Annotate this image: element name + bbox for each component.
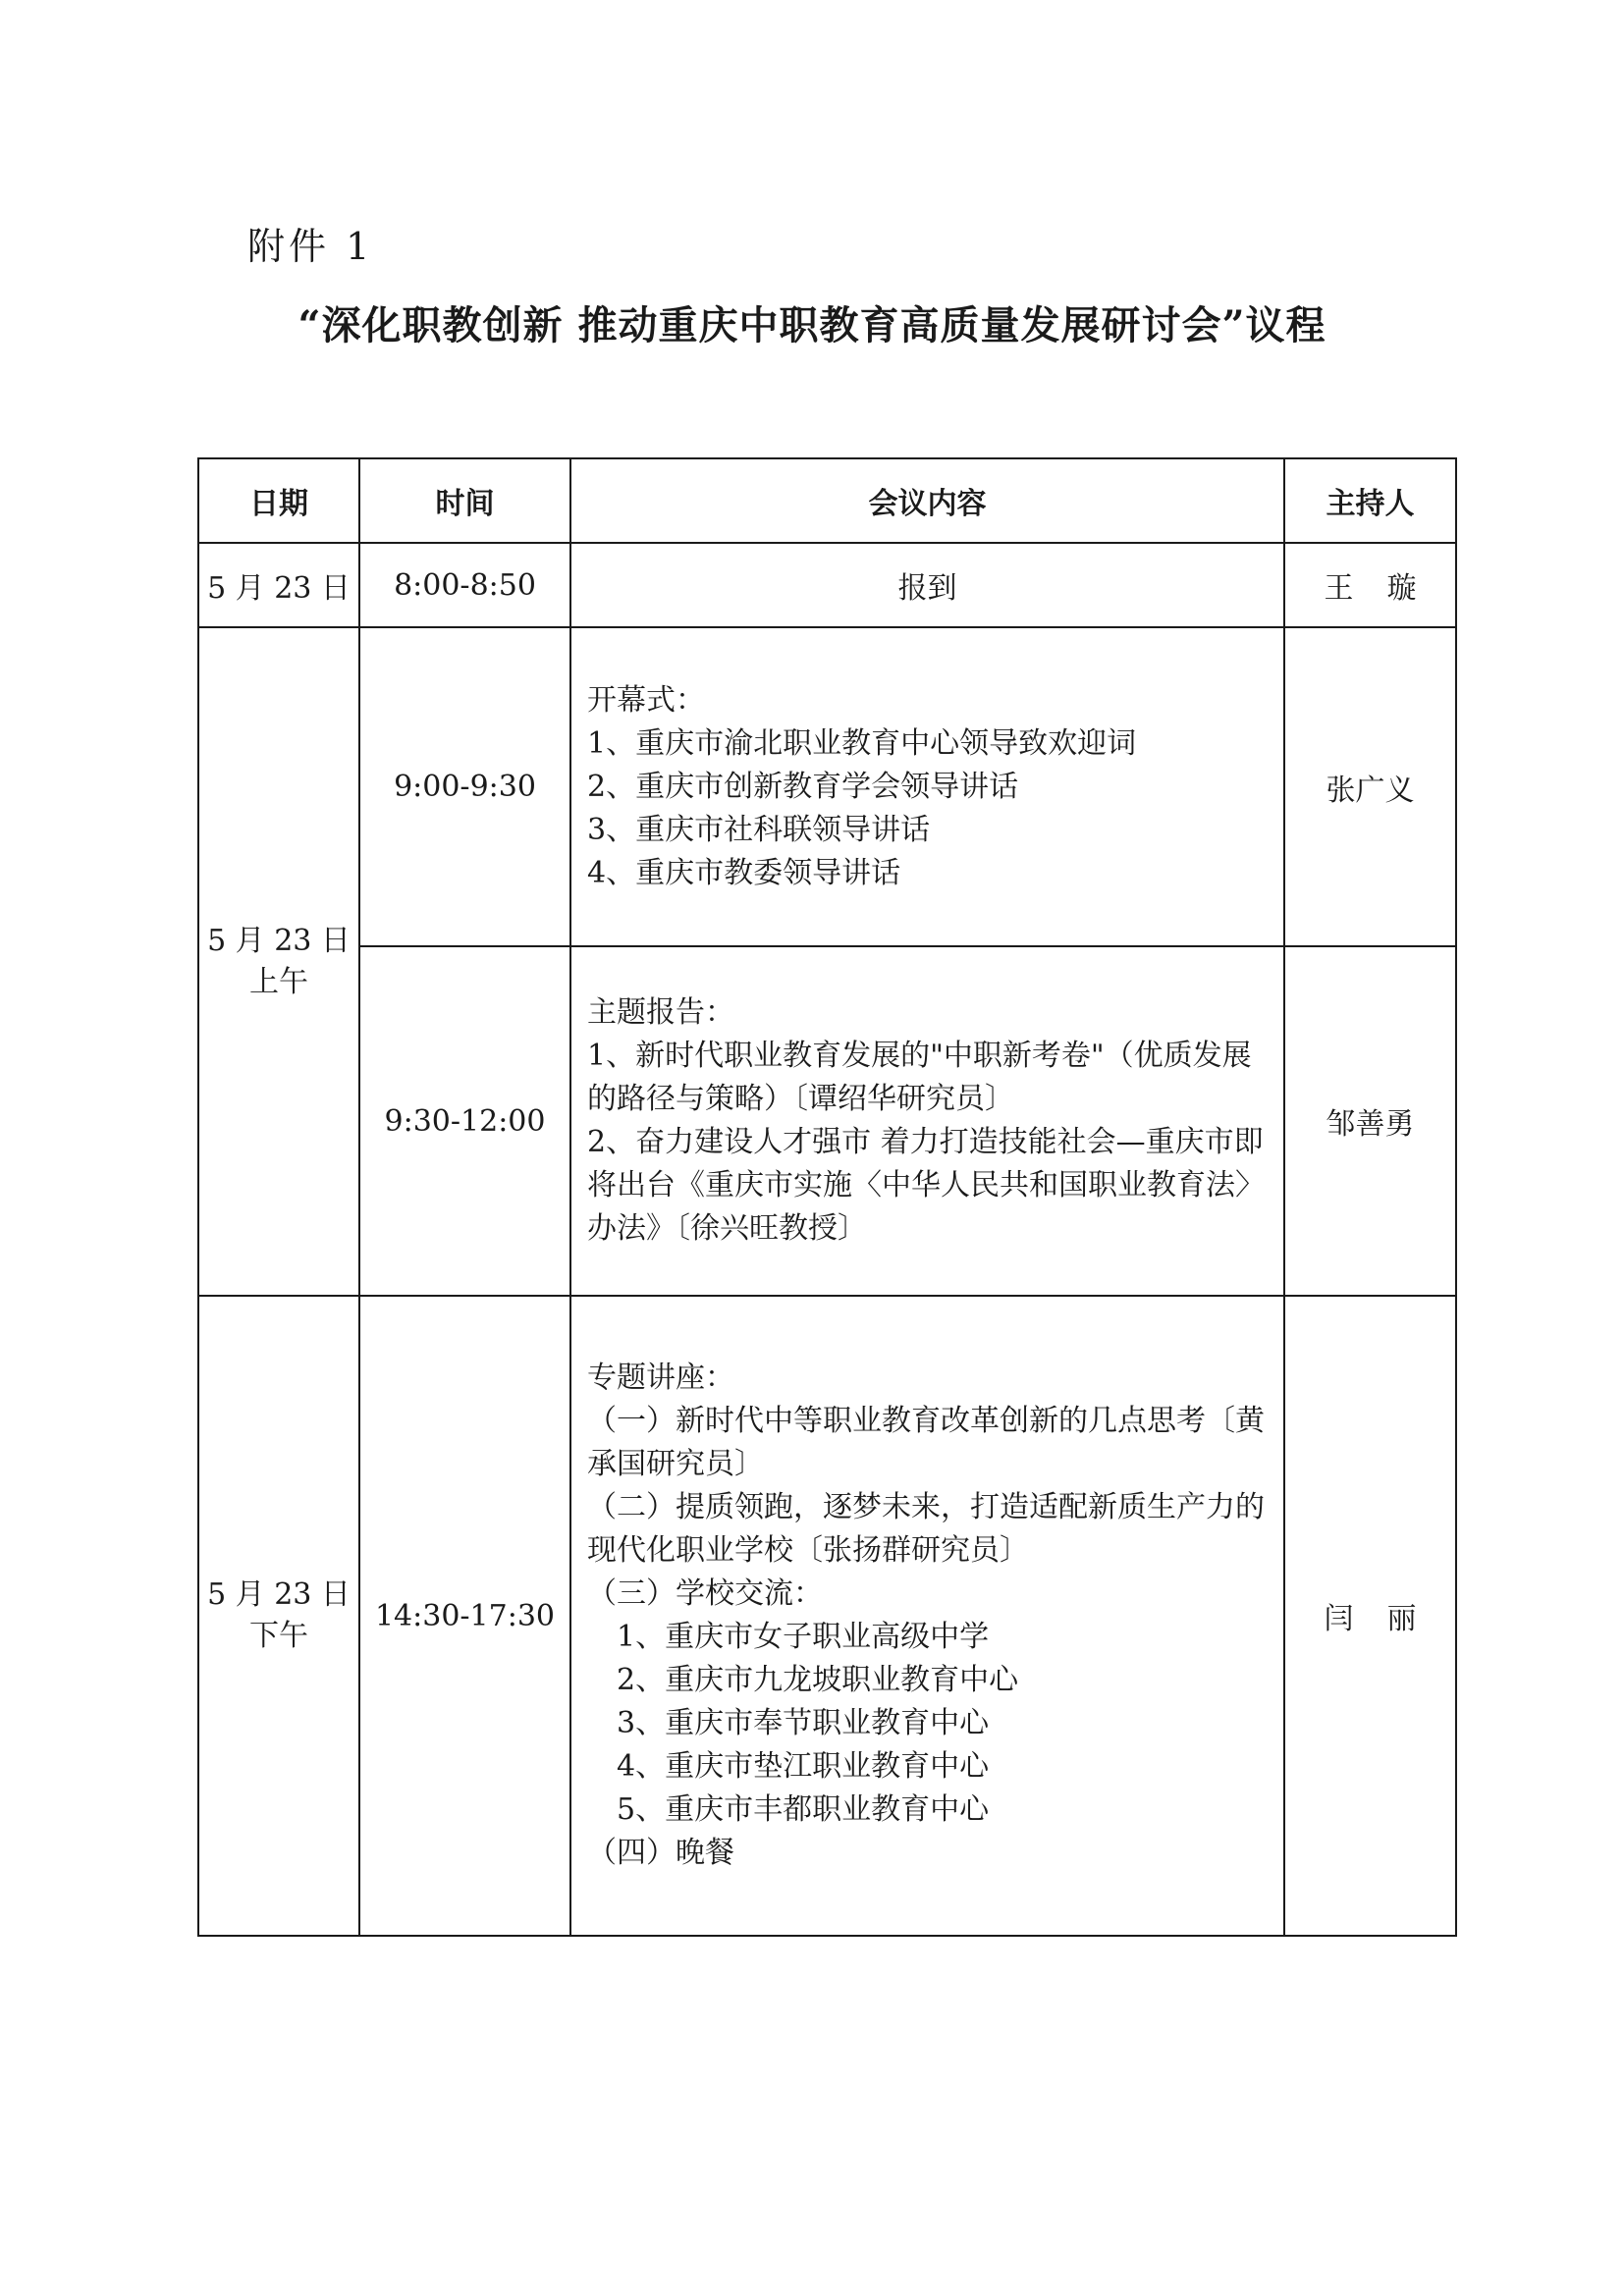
school-item: 1、重庆市女子职业高级中学 xyxy=(617,1620,990,1654)
keynote-item: 1、新时代职业教育发展的"中职新考卷"（优质发展的路径与策略）〔谭绍华研究员〕 xyxy=(587,1039,1252,1116)
opening-item: 2、重庆市创新教育学会领导讲话 xyxy=(587,769,1019,804)
afternoon-host-name: 闫丽 xyxy=(1324,1602,1450,1636)
keynote-content xyxy=(570,946,1284,1296)
document-title: “深化职教创新 推动重庆中职教育高质量发展研讨会”议程 xyxy=(298,302,1326,348)
table-row-checkin xyxy=(198,543,1456,627)
opening-item: 1、重庆市渝北职业教育中心领导致欢迎词 xyxy=(587,725,1137,761)
checkin-time: 8:00-8:50 xyxy=(359,543,570,627)
checkin-host-name: 王璇 xyxy=(1324,571,1450,606)
attachment-label: 附件 1 xyxy=(247,225,374,268)
afternoon-time: 14:30-17:30 xyxy=(359,1296,570,1936)
opening-item: 3、重庆市社科联领导讲话 xyxy=(587,812,931,847)
keynote-item: 2、奋力建设人才强市 着力打造技能社会—重庆市即将出台《重庆市实施〈中华人民共和国职业教育法〉办法》〔徐兴旺教授〕 xyxy=(587,1125,1265,1246)
checkin-content: 报到 xyxy=(570,543,1284,627)
morning-date-day: 5 月 23 日 xyxy=(207,923,351,958)
lecture-item: （一）新时代中等职业教育改革创新的几点思考〔黄承国研究员〕 xyxy=(587,1404,1265,1481)
afternoon-date xyxy=(198,1296,359,1936)
table-row-opening xyxy=(198,627,1456,946)
keynote-heading: 主题报告： xyxy=(587,995,734,1030)
school-item: 5、重庆市丰都职业教育中心 xyxy=(617,1792,990,1827)
morning-date-period: 上午 xyxy=(249,964,308,999)
school-item: 3、重庆市奉节职业教育中心 xyxy=(617,1706,990,1740)
opening-host: 张广义 xyxy=(1284,627,1456,946)
school-item: 2、重庆市九龙坡职业教育中心 xyxy=(617,1663,1019,1697)
header-time: 时间 xyxy=(359,458,570,543)
afternoon-date-period: 下午 xyxy=(249,1619,308,1653)
header-host: 主持人 xyxy=(1284,458,1456,543)
table-row-keynote xyxy=(198,946,1456,1296)
opening-item: 4、重庆市教委领导讲话 xyxy=(587,855,901,890)
dinner-item: （四）晚餐 xyxy=(587,1836,734,1870)
agenda-table xyxy=(197,457,1457,1937)
afternoon-host xyxy=(1284,1296,1456,1936)
keynote-host: 邹善勇 xyxy=(1284,946,1456,1296)
school-item: 4、重庆市垫江职业教育中心 xyxy=(617,1749,990,1784)
opening-content xyxy=(570,627,1284,946)
afternoon-heading: 专题讲座： xyxy=(587,1361,734,1395)
header-content: 会议内容 xyxy=(570,458,1284,543)
exchange-heading: （三）学校交流： xyxy=(587,1576,823,1611)
lecture-item: （二）提质领跑，逐梦未来，打造适配新质生产力的现代化职业学校〔张扬群研究员〕 xyxy=(587,1490,1265,1568)
morning-date xyxy=(198,627,359,1296)
header-date: 日期 xyxy=(198,458,359,543)
table-header-row xyxy=(198,458,1456,543)
checkin-host xyxy=(1284,543,1456,627)
afternoon-content xyxy=(570,1296,1284,1936)
opening-time: 9:00-9:30 xyxy=(359,627,570,946)
table-row-afternoon xyxy=(198,1296,1456,1936)
keynote-time: 9:30-12:00 xyxy=(359,946,570,1296)
afternoon-date-day: 5 月 23 日 xyxy=(207,1577,351,1612)
opening-heading: 开幕式： xyxy=(587,682,705,718)
checkin-date: 5 月 23 日 xyxy=(198,543,359,627)
